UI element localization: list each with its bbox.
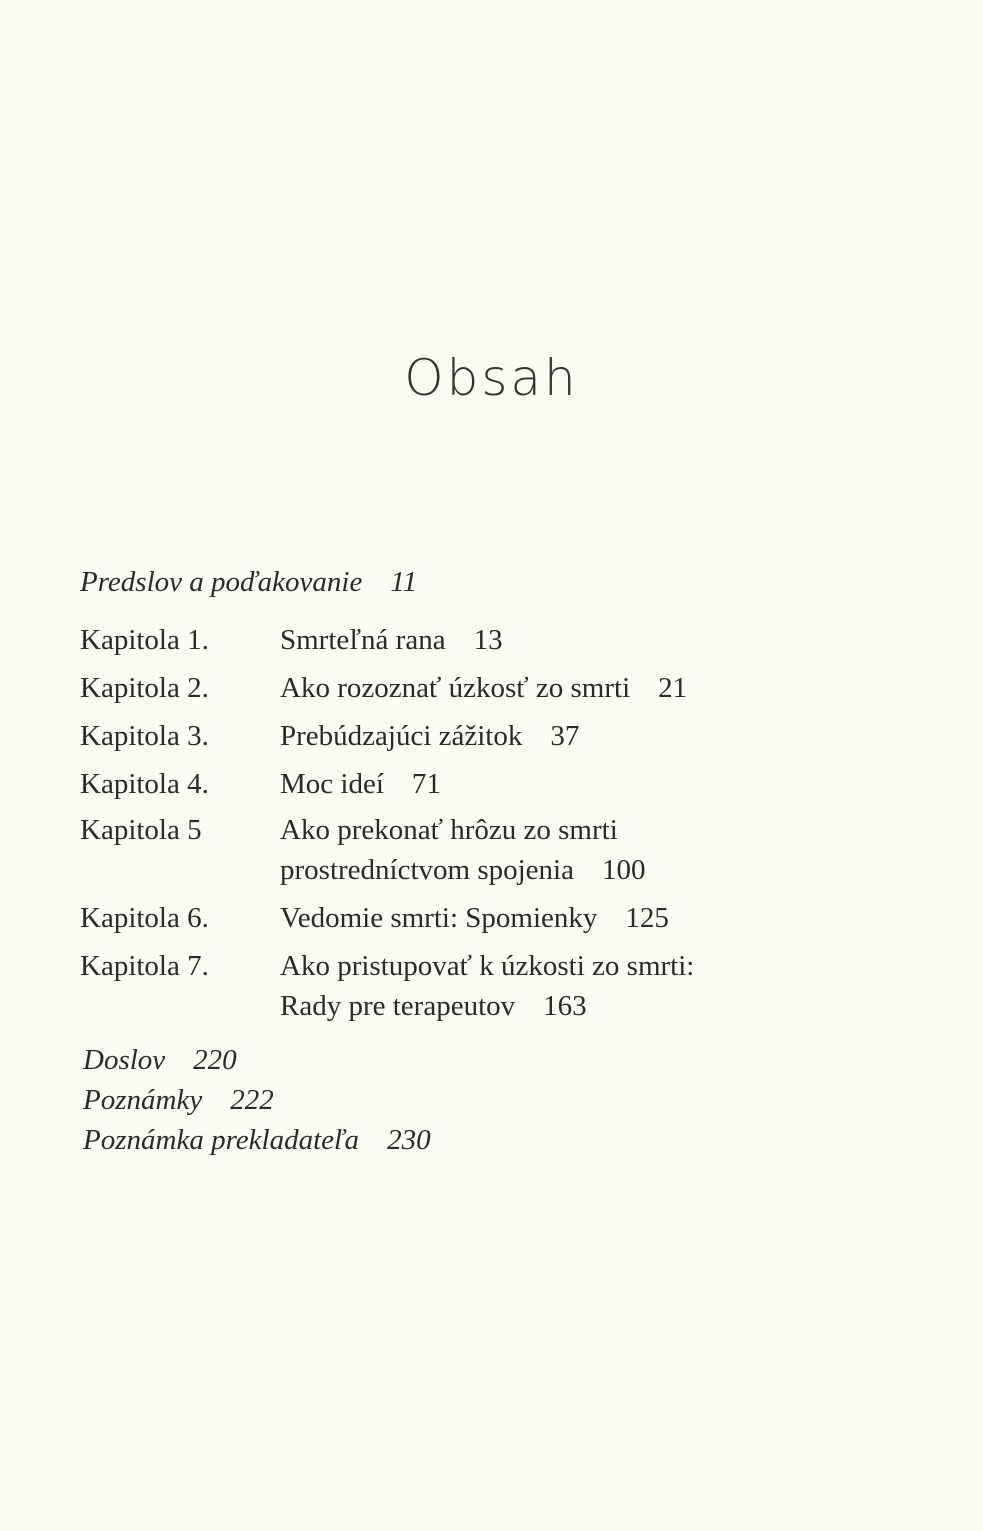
chapter-page: 163 <box>543 990 587 1022</box>
toc-entry-notes <box>83 1078 274 1122</box>
chapter-title-line <box>280 762 441 806</box>
chapter-label: Kapitola 3. <box>80 720 209 752</box>
chapter-title-line-2 <box>280 984 587 1028</box>
toc-entry-chapter-4 <box>80 762 900 806</box>
toc-entry-chapter-6 <box>80 896 900 940</box>
toc-entry-chapter-5 <box>80 808 900 896</box>
toc-entry-preface <box>80 560 417 604</box>
toc-entry-title: Poznámka prekladateľa <box>83 1124 360 1156</box>
chapter-label: Kapitola 6. <box>80 902 209 934</box>
chapter-page: 13 <box>473 624 503 656</box>
toc-entry-chapter-3 <box>80 714 900 758</box>
chapter-title: Vedomie smrti: Spomienky <box>280 902 598 934</box>
chapter-title-continued: Rady pre terapeutov <box>280 990 516 1022</box>
chapter-label: Kapitola 5 <box>80 814 202 846</box>
chapter-title-line-2 <box>280 848 645 892</box>
toc-entry-chapter-7 <box>80 944 900 1032</box>
chapter-page: 100 <box>601 854 646 886</box>
toc-entry-chapter-2 <box>80 666 900 710</box>
chapter-title-line <box>280 666 687 710</box>
toc-entry-page: 222 <box>230 1084 274 1116</box>
chapter-title-line-1: Ako prekonať hrôzu zo smrti <box>280 814 618 846</box>
chapter-title: Moc ideí <box>280 768 384 800</box>
chapter-title-continued: prostredníctvom spojenia <box>280 854 574 886</box>
toc-entry-afterword <box>83 1038 237 1082</box>
chapter-page: 21 <box>658 672 688 704</box>
toc-entry-page: 230 <box>387 1124 431 1156</box>
chapter-label: Kapitola 1. <box>80 624 209 656</box>
chapter-label: Kapitola 4. <box>80 768 209 800</box>
chapter-label: Kapitola 2. <box>80 672 209 704</box>
chapter-title-line <box>280 714 579 758</box>
chapter-page: 37 <box>550 720 580 752</box>
chapter-title: Smrteľná rana <box>280 624 446 656</box>
chapter-label: Kapitola 7. <box>80 950 209 982</box>
chapter-title-line <box>280 618 503 662</box>
toc-entry-page: 11 <box>390 566 418 598</box>
chapter-title: Prebúdzajúci zážitok <box>280 720 523 752</box>
chapter-page: 125 <box>625 902 669 934</box>
toc-entry-translator-note <box>83 1118 431 1162</box>
page-title: Obsah <box>404 349 579 407</box>
toc-entry-title: Doslov <box>83 1044 166 1076</box>
toc-entry-page: 220 <box>193 1044 237 1076</box>
toc-entry-chapter-1 <box>80 618 900 662</box>
toc-entry-title: Predslov a poďakovanie <box>80 566 363 598</box>
toc-entry-title: Poznámky <box>83 1084 203 1116</box>
chapter-title-line <box>280 896 669 940</box>
chapter-title: Ako rozoznať úzkosť zo smrti <box>280 672 631 704</box>
chapter-page: 71 <box>411 768 441 800</box>
chapter-title-line-1: Ako pristupovať k úzkosti zo smrti: <box>280 950 695 982</box>
